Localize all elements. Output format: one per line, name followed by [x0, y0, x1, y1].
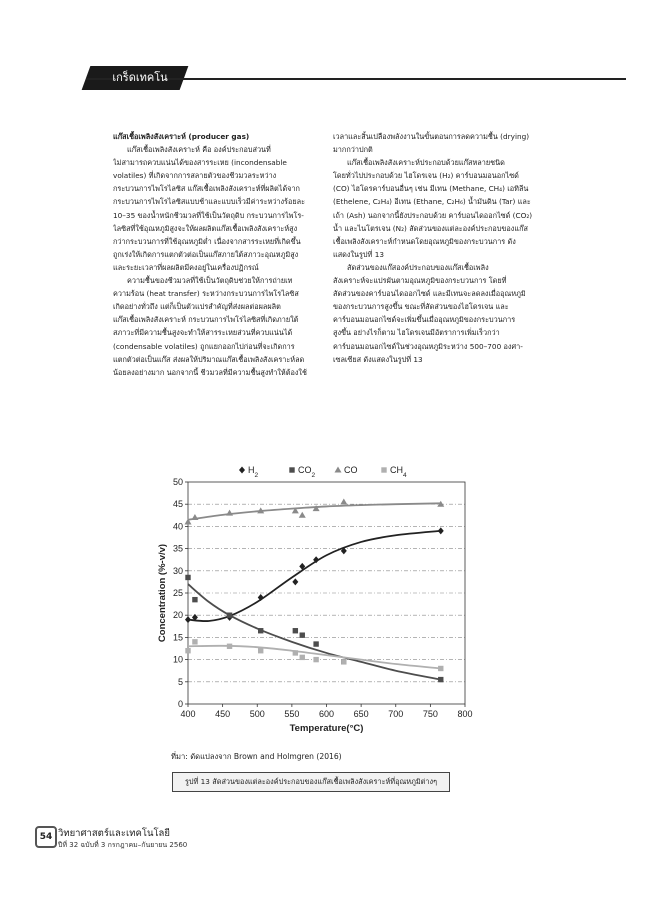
text-line: คาร์บอนมอนอกไซด์จะเพิ่มขึ้นเมื่ออุณหภูมิของกระบวนการ [333, 315, 516, 325]
text-line: (CO) ไฮโดรคาร์บอนอื่นๆ เช่น มีเทน (Methane, CH₄) เอทิลีน [333, 184, 529, 194]
text-line: แตกตัวต่อเป็นแก๊ส ส่งผลให้ปริมาณแก๊สเชื้อเพลิงสังเคราะห์ลด [113, 354, 305, 364]
co2-legend-marker [289, 467, 294, 472]
h2-point [292, 578, 298, 585]
legend-item-ch4 [381, 465, 407, 479]
text-line: (condensable volatiles) ถูกแยกออกไปก่อนที่จะเกิดการ [113, 341, 295, 351]
x-tick-label: 750 [422, 709, 438, 719]
co-point [340, 498, 347, 504]
text-line: น้อยลงอย่างมาก นอกจากนี้ ชีวมวลที่มีความชื้นสูงทำให้ต้องใช้ [113, 367, 307, 377]
h2-point [185, 616, 191, 623]
y-tick-label: 45 [172, 499, 183, 510]
h2-legend-marker [239, 467, 245, 474]
h2-trendline [188, 531, 441, 621]
co2-point [313, 641, 318, 646]
co2-point [438, 677, 443, 682]
x-tick-label: 550 [284, 709, 300, 719]
text-line: สัดส่วนของคาร์บอนไดออกไซด์ และมีเทนจะลดลงเมื่ออุณหภูมิ [333, 289, 526, 299]
y-tick-label: 20 [172, 610, 183, 621]
y-tick-label: 50 [172, 477, 183, 487]
y-axis-label: Concentration (%-v/v) [157, 543, 168, 643]
issue-info: ปีที่ 32 ฉบับที่ 3 กรกฎาคม–กันยายน 2560 [58, 841, 188, 849]
text-line: เซลเซียส ดังแสดงในรูปที่ 13 [333, 354, 423, 364]
ch4-legend-label: $CH_4$ [390, 465, 407, 479]
ch4-point [192, 639, 197, 644]
y-tick-label: 25 [172, 588, 183, 598]
ch4-point [227, 644, 232, 649]
text-line: แก๊สเชื้อเพลิงสังเคราะห์ประกอบด้วยแก๊สหลายชนิด [347, 158, 505, 168]
legend-item-co [335, 465, 358, 475]
text-line: เกิดอย่างทั่วถึง แต่ก็เป็นตัวแปรสำคัญที่ส่งผลต่อผลผลิต [113, 302, 281, 312]
ch4-point [341, 659, 346, 664]
co2-legend-label: $CO_2$ [298, 465, 316, 479]
y-tick-label: 5 [177, 676, 183, 687]
text-line: ความชื้นของชีวมวลที่ใช้เป็นวัตถุดิบช่วยให้การถ่ายเท [127, 276, 293, 286]
ch4-point [185, 648, 190, 653]
x-tick-label: 600 [318, 709, 335, 719]
magazine-title: วิทยาศาสตร์และเทคโนโลยี [58, 828, 170, 839]
page-number: 54 [35, 826, 57, 848]
text-line: ไม่สามารถควบแน่นได้ของสารระเหย (incondensable [113, 158, 287, 168]
co-trendline [188, 503, 441, 519]
right-column [333, 130, 583, 366]
text-line: เชื้อเพลิงสังเคราะห์กำหนดโดยอุณหภูมิของกระบวนการ ดัง [333, 236, 516, 246]
y-tick-label: 40 [172, 521, 183, 532]
text-line: ของกระบวนการสูงขึ้น ขณะที่สัดส่วนของไฮโดรเจน และ [333, 302, 509, 312]
h2-point [258, 594, 264, 601]
h2-legend-label: $H_2$ [248, 465, 259, 479]
ch4-point [258, 648, 263, 653]
text-line: สูงขึ้น อย่างไรก็ตาม ไฮโดรเจนมีอัตราการเพิ่มเร็วกว่า [333, 328, 500, 338]
legend-item-co2 [289, 465, 315, 479]
text-line: กระบวนการไพโรไลซิสแบบช้าและแบบเร็วมีค่าระหว่างร้อยละ [113, 197, 306, 207]
x-tick-label: 450 [215, 709, 231, 719]
text-line: แก๊สเชื้อเพลิงสังเคราะห์ กระบวนการไพโรไลซิสที่เกิดภายใต้ [113, 315, 299, 325]
text-line: แก๊สเชื้อเพลิงสังเคราะห์ คือ องค์ประกอบส่วนที่ [127, 145, 271, 155]
x-tick-label: 700 [388, 709, 404, 719]
ch4-legend-marker [381, 467, 386, 472]
text-line: และระยะเวลาที่ผลผลิตมีคงอยู่ในเครื่องปฏิกรณ์ [113, 262, 259, 272]
ch4-point [293, 650, 298, 655]
text-line: กว่ากระบวนการที่ใช้อุณหภูมิต่ำ เนื่องจากสารระเหยที่เกิดขึ้น [113, 236, 301, 246]
text-line: (Ethelene, C₂H₄) อีเทน (Ethane, C₂H₆) น้ำมันดิน (Tar) และ [333, 197, 531, 207]
co2-point [300, 632, 305, 637]
ch4-point [300, 655, 305, 660]
co2-point [192, 597, 197, 602]
ch4-point [438, 666, 443, 671]
x-tick-label: 500 [249, 709, 265, 719]
text-line: สัดส่วนของแก๊สองค์ประกอบของแก๊สเชื้อเพลิง [347, 262, 489, 272]
text-line: ความร้อน (heat transfer) ระหว่างกระบวนการไพโรไลซิส [113, 289, 299, 299]
figure-source: ที่มา: ดัดแปลงจาก Brown and Holmgren (2016) [171, 752, 342, 761]
co-point [191, 514, 198, 520]
co-legend-label: CO [344, 465, 358, 475]
text-line: สภาวะที่มีความชื้นสูงจะทำให้สารระเหยส่วนที่ควบแน่นได้ [113, 328, 293, 338]
x-axis-label: Temperature(°C) [289, 723, 364, 734]
x-tick-label: 650 [353, 709, 369, 719]
legend-item-h2 [239, 465, 259, 479]
text-line: กระบวนการไพโรไลซิส แก๊สเชื้อเพลิงสังเคราะห์ที่ผลิตได้จาก [113, 184, 300, 194]
section-tab-label: เกร็ดเทคโน [112, 71, 168, 84]
text-line: เถ้า (Ash) นอกจากนี้ยังประกอบด้วย คาร์บอนไดออกไซด์ (CO₂) [333, 210, 533, 220]
y-tick-label: 35 [172, 543, 183, 554]
text-line: สังเคราะห์จะแปรผันตามอุณหภูมิของกระบวนการ โดยที่ [333, 276, 507, 286]
h2-point [438, 527, 444, 534]
co2-point [185, 575, 190, 580]
left-column [113, 130, 363, 379]
figure-caption: รูปที่ 13 สัดส่วนของแต่ละองค์ประกอบของแก๊สเชื้อเพลิงสังเคราะห์ที่อุณหภูมิต่างๆ [172, 772, 450, 792]
text-line: ถูกเร่งให้เกิดการแตกตัวต่อเป็นแก๊สภายใต้สภาวะอุณหภูมิสูง [113, 249, 299, 259]
text-line: แสดงในรูปที่ 13 [333, 249, 384, 259]
x-tick-label: 400 [180, 709, 196, 719]
co-legend-marker [335, 467, 342, 473]
y-tick-label: 30 [172, 565, 183, 576]
text-line: มากกว่าปกติ [333, 145, 373, 155]
text-line: โดยทั่วไปประกอบด้วย ไฮโดรเจน (H₂) คาร์บอนมอนอกไซด์ [333, 171, 519, 181]
text-line: 10–35 ของน้ำหนักชีวมวลที่ใช้เป็นวัตถุดิบ กระบวนการไพโร- [113, 210, 304, 220]
gas-composition-chart [152, 462, 482, 747]
y-tick-label: 10 [172, 654, 183, 665]
co-point [226, 510, 233, 516]
co-point [299, 512, 306, 518]
text-line: ไลซิสที่ใช้อุณหภูมิสูงจะให้ผลผลิตแก๊สเชื้อเพลิงสังเคราะห์สูง [113, 223, 298, 233]
co2-point [227, 613, 232, 618]
x-tick-label: 800 [457, 709, 473, 719]
text-line: น้ำ และไนโตรเจน (N₂) สัดส่วนของแต่ละองค์ประกอบของแก๊ส [333, 223, 528, 233]
ch4-point [313, 657, 318, 662]
text-line: เวลาและสิ้นเปลืองพลังงานในขั้นตอนการลดความชื้น (drying) [333, 132, 530, 141]
co2-point [293, 628, 298, 633]
y-tick-label: 0 [177, 699, 183, 709]
text-line: คาร์บอนมอนอกไซด์ในช่วงอุณหภูมิระหว่าง 500–700 องศา- [333, 341, 523, 351]
text-line: volatiles) ที่เกิดจากการสลายตัวของชีวมวลระหว่าง [113, 171, 277, 181]
co2-point [258, 628, 263, 633]
text-line: แก๊สเชื้อเพลิงสังเคราะห์ (producer gas) [113, 132, 250, 141]
y-tick-label: 15 [172, 632, 183, 643]
